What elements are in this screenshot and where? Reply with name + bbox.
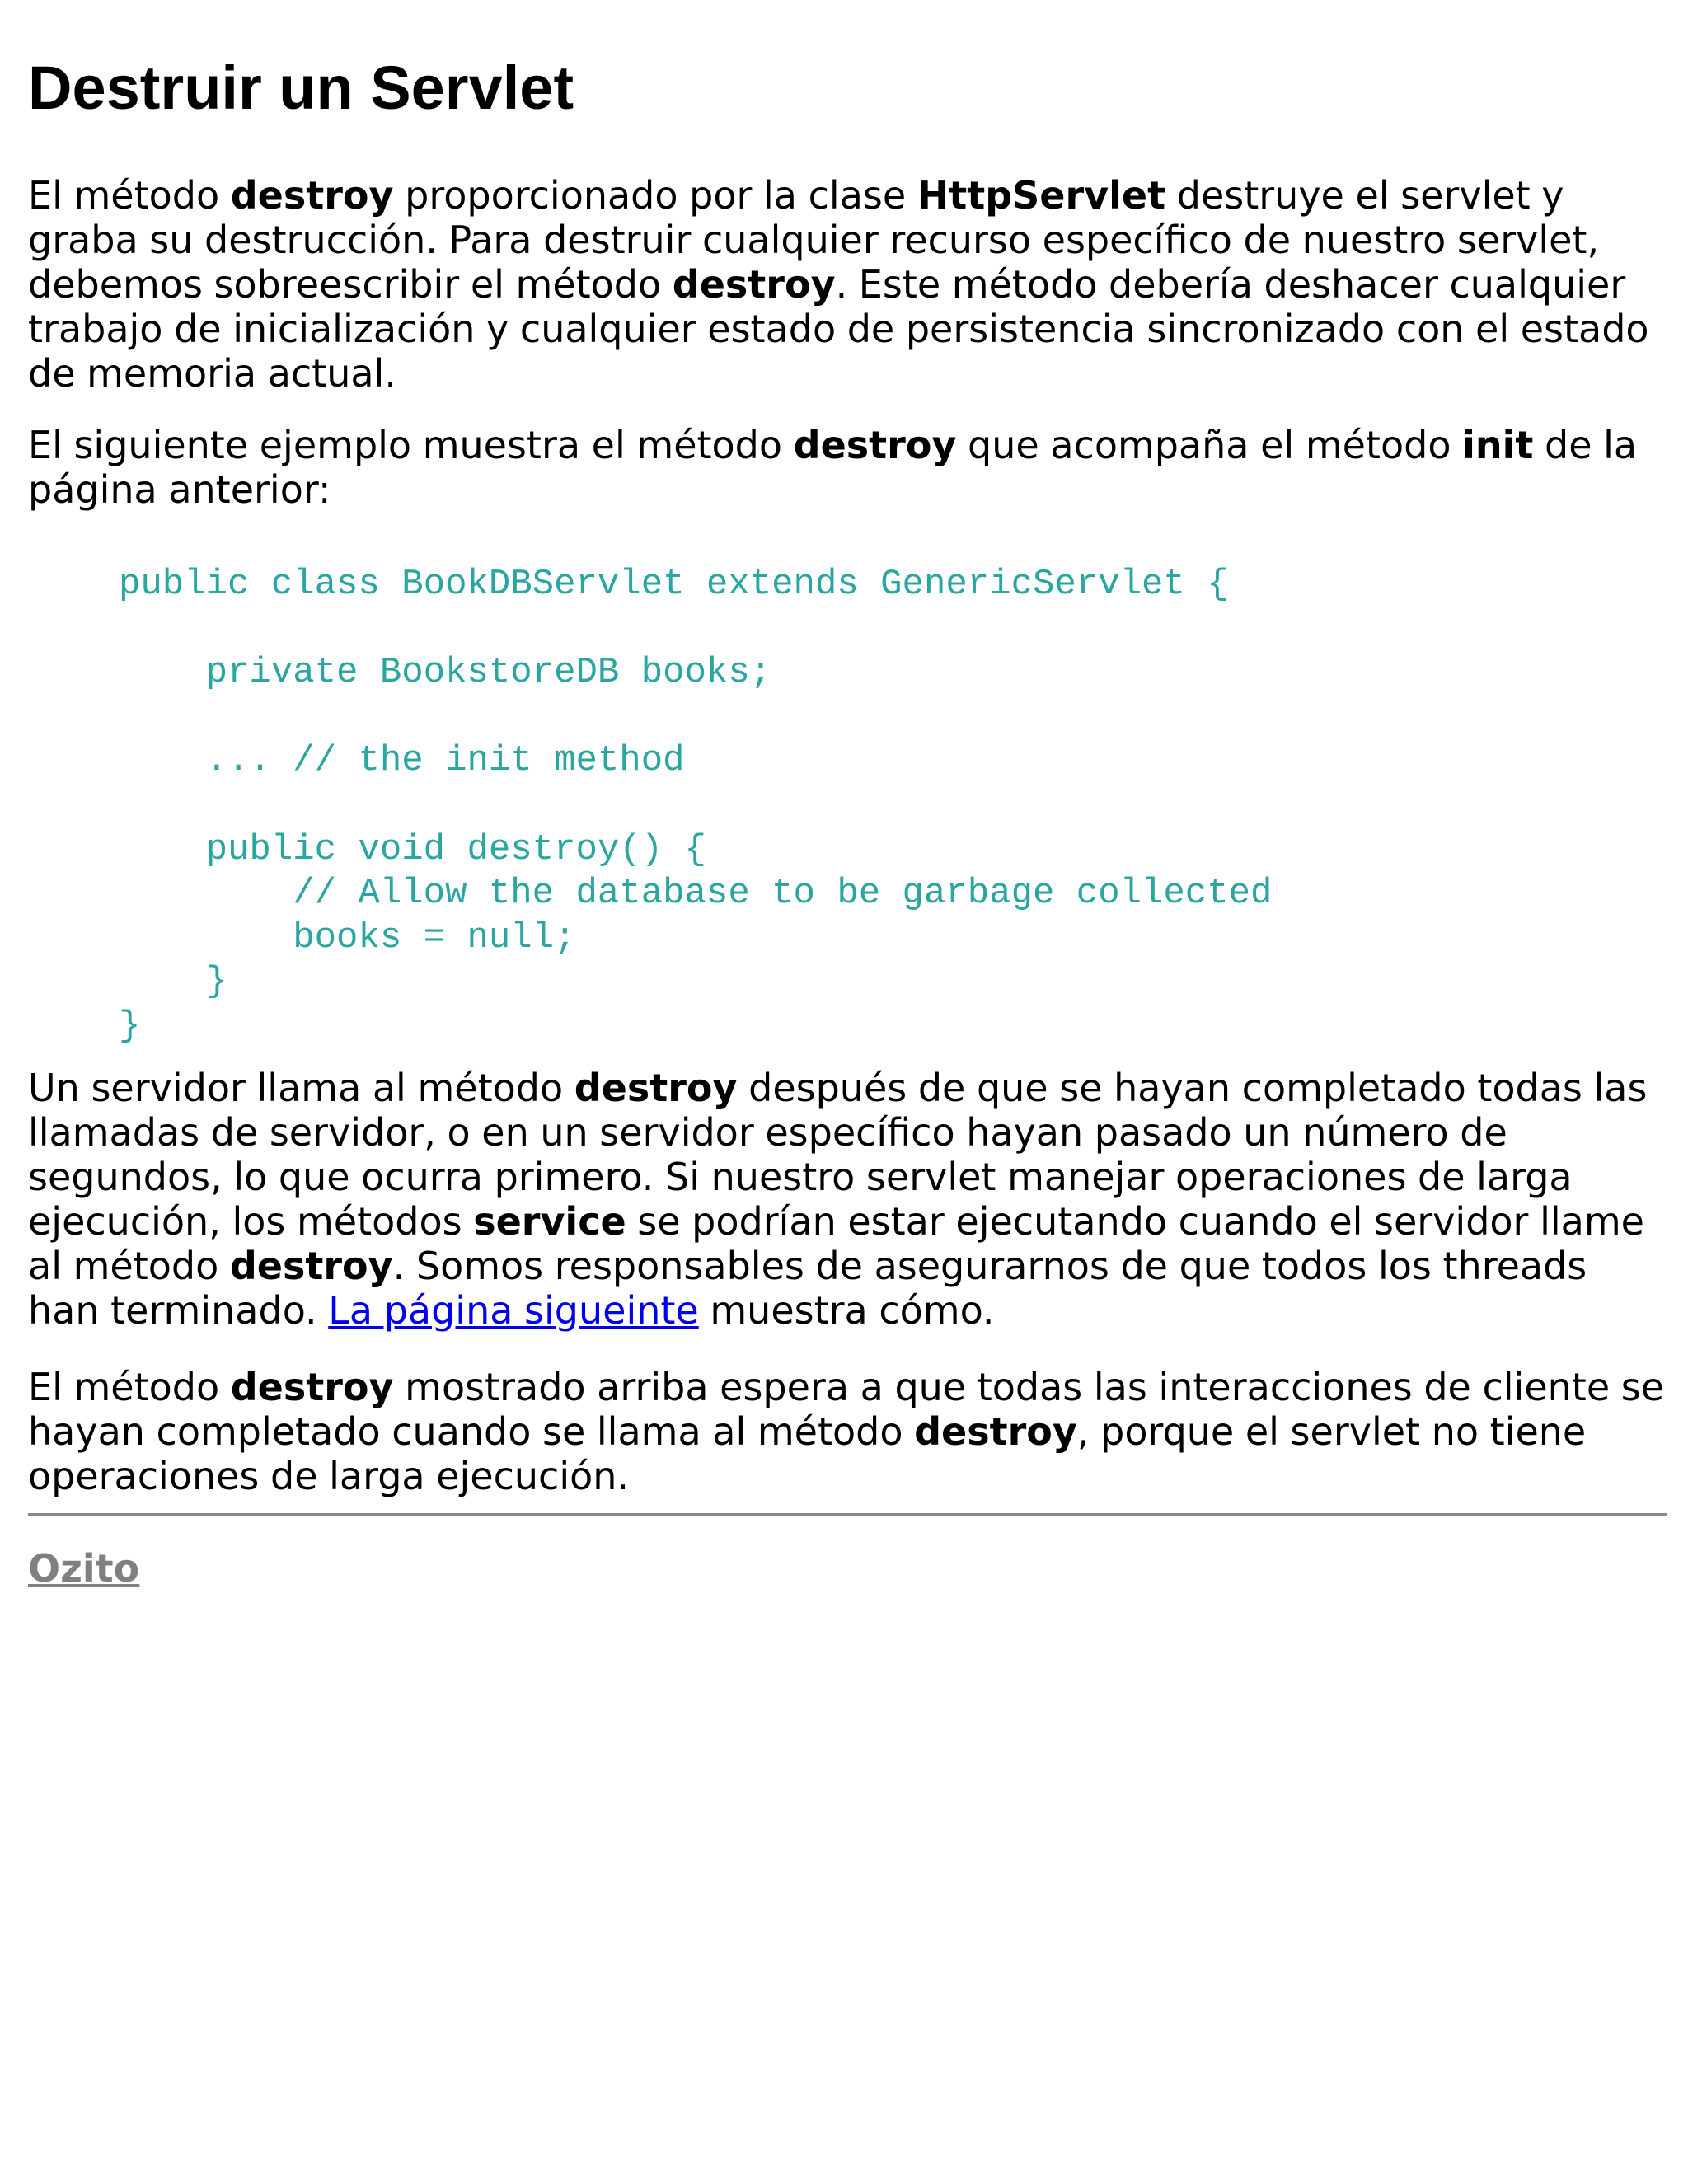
- next-page-link[interactable]: La página sigueinte: [328, 1287, 699, 1333]
- text: se podrían estar ejecutando cuando el servidor llame al método: [28, 1198, 1644, 1288]
- bold-term: destroy: [793, 423, 957, 467]
- text: . Somos responsables de asegurarnos de que todos los threads han terminado.: [28, 1243, 1587, 1333]
- bold-term: destroy: [914, 1408, 1077, 1454]
- text: destruye el servlet y graba su destrucción. Para destruir cualquier recurso específico de nuestro servlet, debemos sobreescribir el método: [28, 173, 1600, 307]
- text: . Este método debería deshacer cualquier trabajo de inicialización y cualquier estado de persistencia sincronizado con el estado de memoria actual.: [28, 262, 1649, 396]
- paragraph-destroy-intro: [28, 173, 1667, 396]
- code-line: public void destroy() {: [119, 828, 706, 870]
- code-line: ... // the init method: [119, 740, 685, 782]
- code-line: }: [119, 961, 228, 1003]
- code-line: }: [119, 1005, 141, 1047]
- text: después de que se hayan completado todas las llamadas de servidor, o en un servidor específico hayan pasado un número de segundos, lo que ocurra primero. Si nuestro servlet manejar operaciones de larga ejecución, los métodos: [28, 1065, 1648, 1244]
- paragraph-destroy-waits: [28, 1365, 1667, 1498]
- text: El método: [28, 173, 231, 218]
- code-block: [28, 563, 1667, 1049]
- bold-term: HttpServlet: [917, 173, 1166, 218]
- bold-term: destroy: [230, 173, 394, 218]
- text: que acompaña el método: [956, 423, 1463, 467]
- bold-term: destroy: [574, 1065, 738, 1110]
- ozito-link[interactable]: Ozito: [28, 1545, 140, 1591]
- text: El método: [28, 1364, 231, 1409]
- code-line: public class BookDBServlet extends GenericServlet {: [119, 564, 1229, 605]
- page-title: Destruir un Servlet: [28, 54, 574, 122]
- text: proporcionado por la clase: [393, 173, 917, 218]
- code-line: [119, 784, 1667, 828]
- document-page: [28, 0, 1667, 1591]
- code-line: [119, 607, 1667, 652]
- text: mostrado arriba espera a que todas las interacciones de cliente se hayan completado cuando se llama al método: [28, 1364, 1665, 1454]
- code-line: [119, 696, 1667, 740]
- bold-term: destroy: [229, 1243, 393, 1288]
- bold-term: init: [1462, 423, 1534, 467]
- code-line: private BookstoreDB books;: [119, 652, 772, 694]
- bold-term: destroy: [230, 1364, 394, 1409]
- footer: [28, 1546, 1667, 1591]
- text: de la página anterior:: [28, 423, 1638, 512]
- horizontal-divider: [28, 1513, 1667, 1516]
- paragraph-example-intro: [28, 423, 1667, 512]
- code-line: books = null;: [119, 916, 576, 958]
- code-line: // Allow the database to be garbage collected: [119, 873, 1273, 915]
- text: muestra cómo.: [698, 1287, 995, 1333]
- bold-term: service: [473, 1198, 626, 1244]
- bold-term: destroy: [672, 262, 836, 307]
- text: , porque el servlet no tiene operaciones de larga ejecución.: [28, 1408, 1587, 1498]
- text: El siguiente ejemplo muestra el método: [28, 423, 794, 467]
- paragraph-server-calls-destroy: [28, 1066, 1667, 1333]
- text: Un servidor llama al método: [28, 1065, 574, 1110]
